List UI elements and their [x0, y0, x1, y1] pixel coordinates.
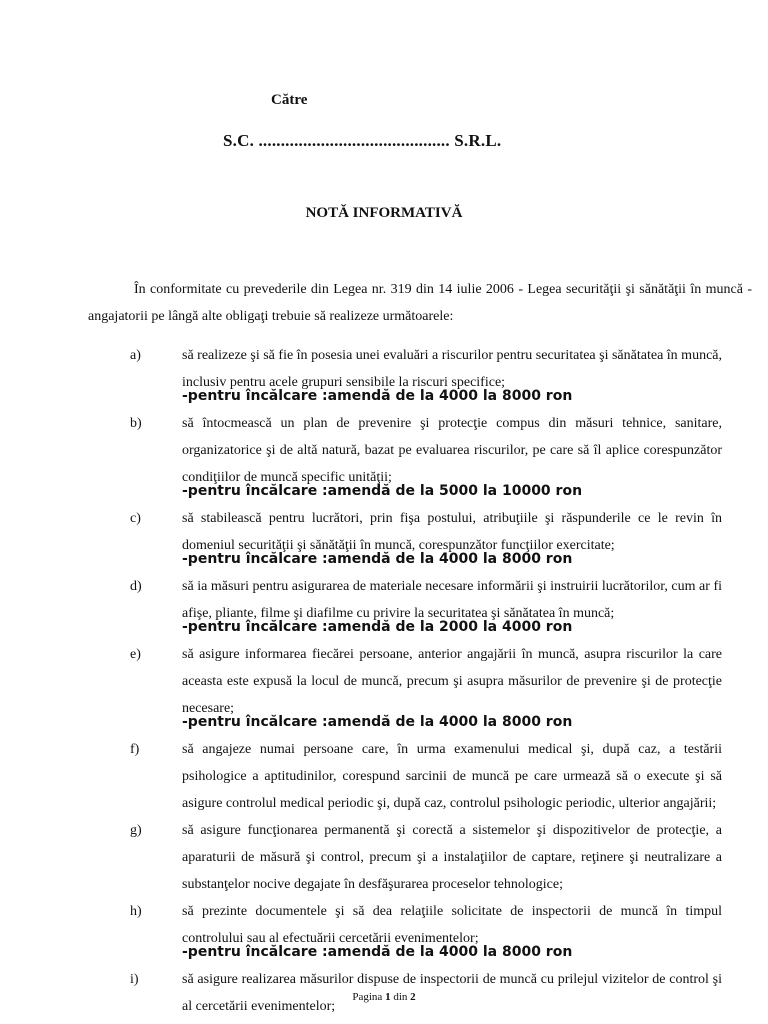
penalty-note: -pentru încălcare :amendă de la 4000 la 8000 ron	[182, 551, 573, 567]
list-item-text: să stabilească pentru lucrători, prin fişa postului, atribuţiile şi răspunderile ce le revin în domeniul securităţii şi sănătăţii în muncă, corespunzător funcţiilor exercitate;	[182, 511, 722, 553]
list-item-marker: e)	[130, 647, 141, 662]
list-item-marker: a)	[130, 348, 141, 363]
list-item	[130, 410, 722, 505]
penalty-note: -pentru încălcare :amendă de la 5000 la 10000 ron	[182, 483, 583, 499]
list-item	[130, 817, 722, 898]
list-item	[130, 342, 722, 410]
page-current: 1	[385, 991, 391, 1003]
list-item-marker: i)	[130, 972, 139, 987]
list-item-text: să realizeze şi să fie în posesia unei evaluări a riscurilor pentru securitatea şi sănătatea în muncă, inclusiv pentru acele grupuri sensibile la riscuri specifice;	[182, 348, 722, 390]
list-item-marker: b)	[130, 416, 142, 431]
list-item	[130, 736, 722, 817]
list-item-marker: g)	[130, 823, 142, 838]
list-item-text: să asigure realizarea măsurilor dispuse de inspectorii de muncă cu prilejul vizitelor de control şi al cercetării evenimentelor;	[182, 972, 722, 1014]
list-item-marker: f)	[130, 742, 140, 757]
list-item-text: să angajeze numai persoane care, în urma examenului medical şi, după caz, a testării psihologice a aptitudinilor, corespund sarcinii de muncă pe care urmează să o execute şi să asigure controlul medical periodic şi, după caz, controlul psihologic periodic, ulterior angajării;	[182, 742, 722, 811]
list-item-text: să asigure informarea fiecărei persoane, anterior angajării în muncă, asupra riscurilor la care aceasta este expusă la locul de muncă, precum şi asupra măsurilor de prevenire şi de protecţie necesare;	[182, 647, 722, 716]
list-item-marker: d)	[130, 579, 142, 594]
page-label: Pagina	[352, 991, 383, 1003]
list-item-marker: c)	[130, 511, 141, 526]
list-item	[130, 505, 722, 573]
page-of: din	[393, 991, 408, 1003]
penalty-note: -pentru încălcare :amendă de la 4000 la 8000 ron	[182, 944, 573, 960]
list-item-text: să întocmească un plan de prevenire şi protecţie compus din măsuri tehnice, sanitare, organizatorice şi de altă natură, bazat pe evaluarea riscurilor, pe care să îl aplice corespunzător condiţiilor de muncă specific unităţii;	[182, 416, 722, 485]
list-item	[130, 641, 722, 736]
obligations-list	[130, 342, 722, 1020]
list-item	[130, 573, 722, 641]
page-footer	[0, 991, 768, 1003]
intro-paragraph: În conformitate cu prevederile din Legea nr. 319 din 14 iulie 2006 - Legea securităţii şi sănătăţii în muncă - angajatorii pe lângă alte obligaţi trebuie să realizeze următoarele:	[88, 282, 752, 324]
list-item-marker: h)	[130, 904, 142, 919]
company-line: S.C. ........................................... S.R.L.	[223, 131, 502, 150]
list-item	[130, 898, 722, 966]
list-item-text: să asigure funcţionarea permanentă şi corectă a sistemelor şi dispozitivelor de protecţie, a aparaturii de măsură şi control, precum şi a instalaţiilor de captare, reţinere şi neutralizare a substanţelor nocive degajate în desfăşurarea proceselor tehnologice;	[182, 823, 722, 892]
penalty-note: -pentru încălcare :amendă de la 4000 la 8000 ron	[182, 714, 573, 730]
recipient-label: Către	[271, 92, 308, 108]
list-item-text: să prezinte documentele şi să dea relaţiile solicitate de inspectorii de muncă în timpul controlului sau al efectuării cercetării evenimentelor;	[182, 904, 722, 946]
page-total: 2	[410, 991, 416, 1003]
penalty-note: -pentru încălcare :amendă de la 2000 la 4000 ron	[182, 619, 573, 635]
list-item-text: să ia măsuri pentru asigurarea de materiale necesare informării şi instruirii lucrătorilor, cum ar fi afişe, pliante, filme şi diafilme cu privire la securitatea şi sănătatea în muncă;	[182, 579, 722, 621]
document-title: NOTĂ INFORMATIVĂ	[305, 205, 463, 221]
penalty-note: -pentru încălcare :amendă de la 4000 la 8000 ron	[182, 388, 573, 404]
